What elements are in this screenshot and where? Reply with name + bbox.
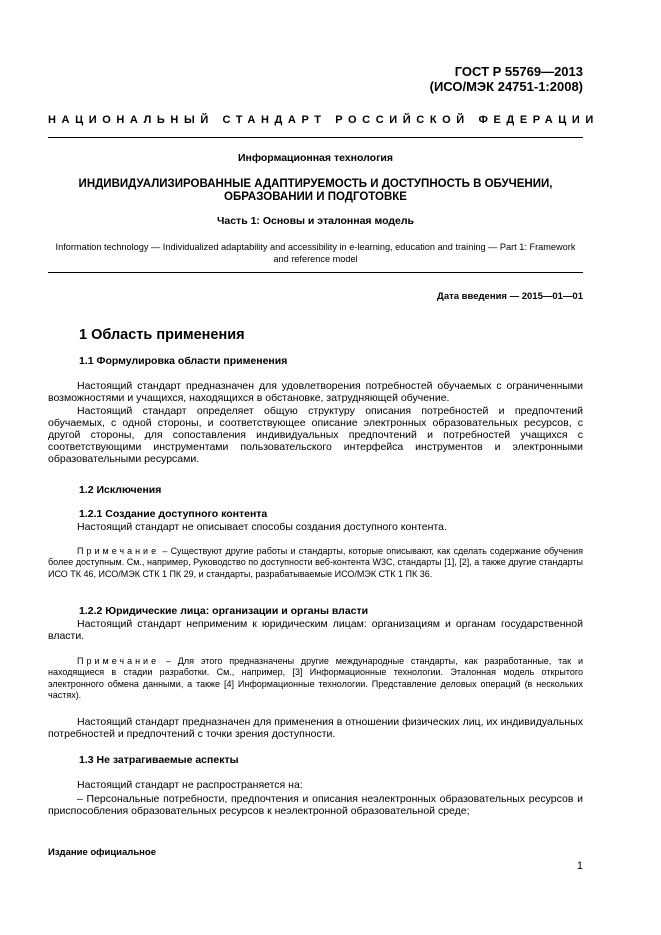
gost-number: ГОСТ Р 55769—2013 <box>454 64 583 79</box>
divider-top <box>48 137 583 138</box>
section-1-3-paragraph: Настоящий стандарт не распространяется на: <box>77 779 303 791</box>
divider-bottom <box>48 272 583 273</box>
introduction-date: Дата введения — 2015—01—01 <box>437 291 583 302</box>
section-1-2-1-title: 1.2.1 Создание доступного контента <box>79 508 268 520</box>
note-1 <box>48 546 583 580</box>
note-2 <box>48 656 583 701</box>
section-1-3-title: 1.3 Не затрагиваемые аспекты <box>79 754 239 766</box>
iso-number: (ИСО/МЭК 24751-1:2008) <box>429 79 583 94</box>
document-title: ИНДИВИДУАЛИЗИРОВАННЫЕ АДАПТИРУЕМОСТЬ И ДОСТУПНОСТЬ В ОБУЧЕНИИ, ОБРАЗОВАНИИ И ПОДГОТОВКЕ <box>78 178 553 203</box>
document-category: Информационная технология <box>237 152 394 164</box>
document-part: Часть 1: Основы и эталонная модель <box>217 215 414 227</box>
page-number: 1 <box>576 860 583 872</box>
section-1-1-paragraph-2: Настоящий стандарт определяет общую структуру описания потребностей и предпочтений обучаемых, с одной стороны, и соответствующее описание электронных образовательных ресурсов, с другой стороны, для сопоставления индивидуальных предпочтений и потребностей учащихся с соответствующими инструментами пользовательского интерфейса инструментов и электронными образовательными ресурсами. <box>48 405 583 465</box>
section-1-2-2-paragraph-2: Настоящий стандарт предназначен для применения в отношении физических лиц, их индивидуальных потребностей и предпочтений с точки зрения доступности. <box>48 716 583 740</box>
section-1-title: 1 Область применения <box>79 327 245 343</box>
english-title: Information technology — Individualized adaptability and accessibility in e-learning, education and training — Part 1: Framework and reference model <box>55 242 576 264</box>
section-1-1-paragraph-1: Настоящий стандарт предназначен для удовлетворения потребностей обучаемых с ограниченными возможностями и учащихся, находящихся в обстановке, затрудняющей обучение. <box>48 380 583 404</box>
section-1-3-list-item-1: – Персональные потребности, предпочтения и описания неэлектронных образовательных ресурсов и приспособления образовательных ресурсов к неэлектронной образовательной среде; <box>48 793 583 817</box>
section-1-2-2-paragraph: Настоящий стандарт неприменим к юридическим лицам: организациям и органам государственной власти. <box>48 618 583 642</box>
note-dash: – <box>159 546 171 556</box>
note-label: Примечание <box>77 656 160 666</box>
section-1-2-title: 1.2 Исключения <box>79 484 162 496</box>
section-1-2-1-paragraph: Настоящий стандарт не описывает способы создания доступного контента. <box>77 521 447 533</box>
section-1-2-2-title: 1.2.2 Юридические лица: организации и органы власти <box>79 605 369 617</box>
note-1-text: Существуют другие работы и стандарты, которые описывают, как сделать содержание обучения более доступным. См., например, Руководство по доступности веб-контента W3C, стандарты [1], [2], а также другие стандарты ИСО ТК 46, ИСО/МЭК СТК 1 ПК 29, и стандарты, разрабатываемые ИСО/МЭК СТК 1 ПК 36. <box>48 546 583 579</box>
section-1-1-title: 1.1 Формулировка области применения <box>79 355 288 367</box>
note-2-text: Для этого предназначены другие международные стандарты, как разработанные, так и находящиеся в стадии разработки. См., например, [3] Информационные технологии. Эталонная модель открытого электронного обмена данными, а также [4] Информационные технологии. Представление деловых операций (в нескольких частях). <box>48 656 583 700</box>
national-standard-heading: НАЦИОНАЛЬНЫЙ СТАНДАРТ РОССИЙСКОЙ ФЕДЕРАЦИИ <box>48 114 599 126</box>
official-edition-label: Издание официальное <box>48 847 156 858</box>
note-dash: – <box>159 656 178 666</box>
standard-number-block <box>430 64 583 94</box>
note-label: Примечание <box>77 546 160 556</box>
